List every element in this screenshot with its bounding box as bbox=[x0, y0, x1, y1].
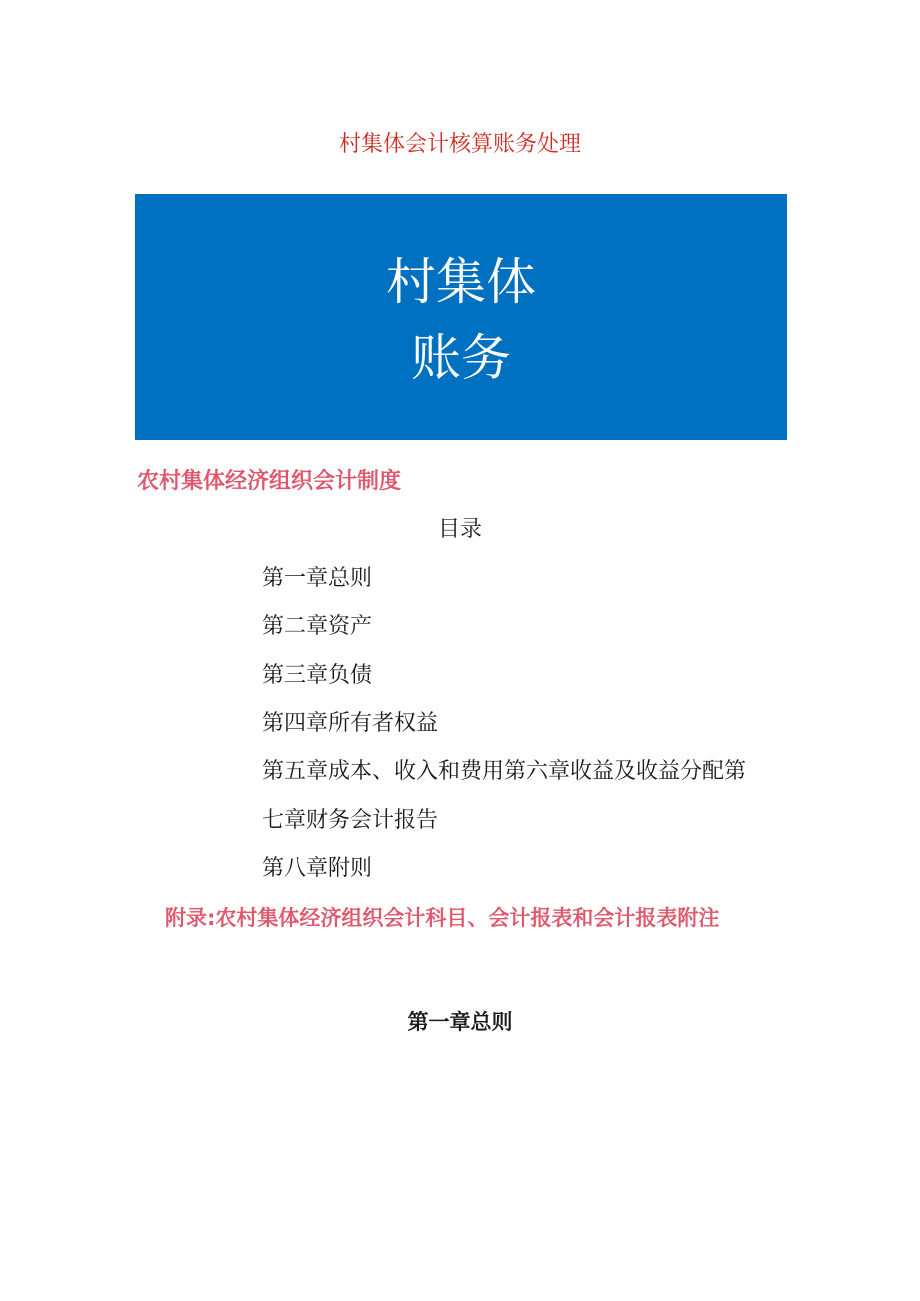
system-title: 农村集体经济组织会计制度 bbox=[137, 469, 402, 494]
toc-item: 第四章所有者权益 bbox=[262, 711, 439, 736]
toc-item: 七章财务会计报告 bbox=[262, 808, 439, 833]
appendix-title: 附录:农村集体经济组织会计科目、会计报表和会计报表附注 bbox=[165, 906, 720, 930]
toc-item: 第二章资产 bbox=[262, 614, 373, 639]
cover-title-line2: 账务 bbox=[411, 329, 511, 387]
cover-title-line1: 村集体 bbox=[386, 253, 536, 311]
toc-heading: 目录 bbox=[437, 517, 482, 542]
toc-item: 第一章总则 bbox=[262, 566, 373, 591]
cover-banner bbox=[135, 194, 787, 440]
toc-item: 第五章成本、收入和费用第六章收益及收益分配第 bbox=[262, 759, 747, 784]
toc-item: 第八章附则 bbox=[262, 856, 373, 881]
toc-item: 第三章负债 bbox=[262, 663, 373, 688]
document-top-title: 村集体会计核算账务处理 bbox=[338, 132, 581, 157]
chapter-heading: 第一章总则 bbox=[407, 1010, 513, 1034]
